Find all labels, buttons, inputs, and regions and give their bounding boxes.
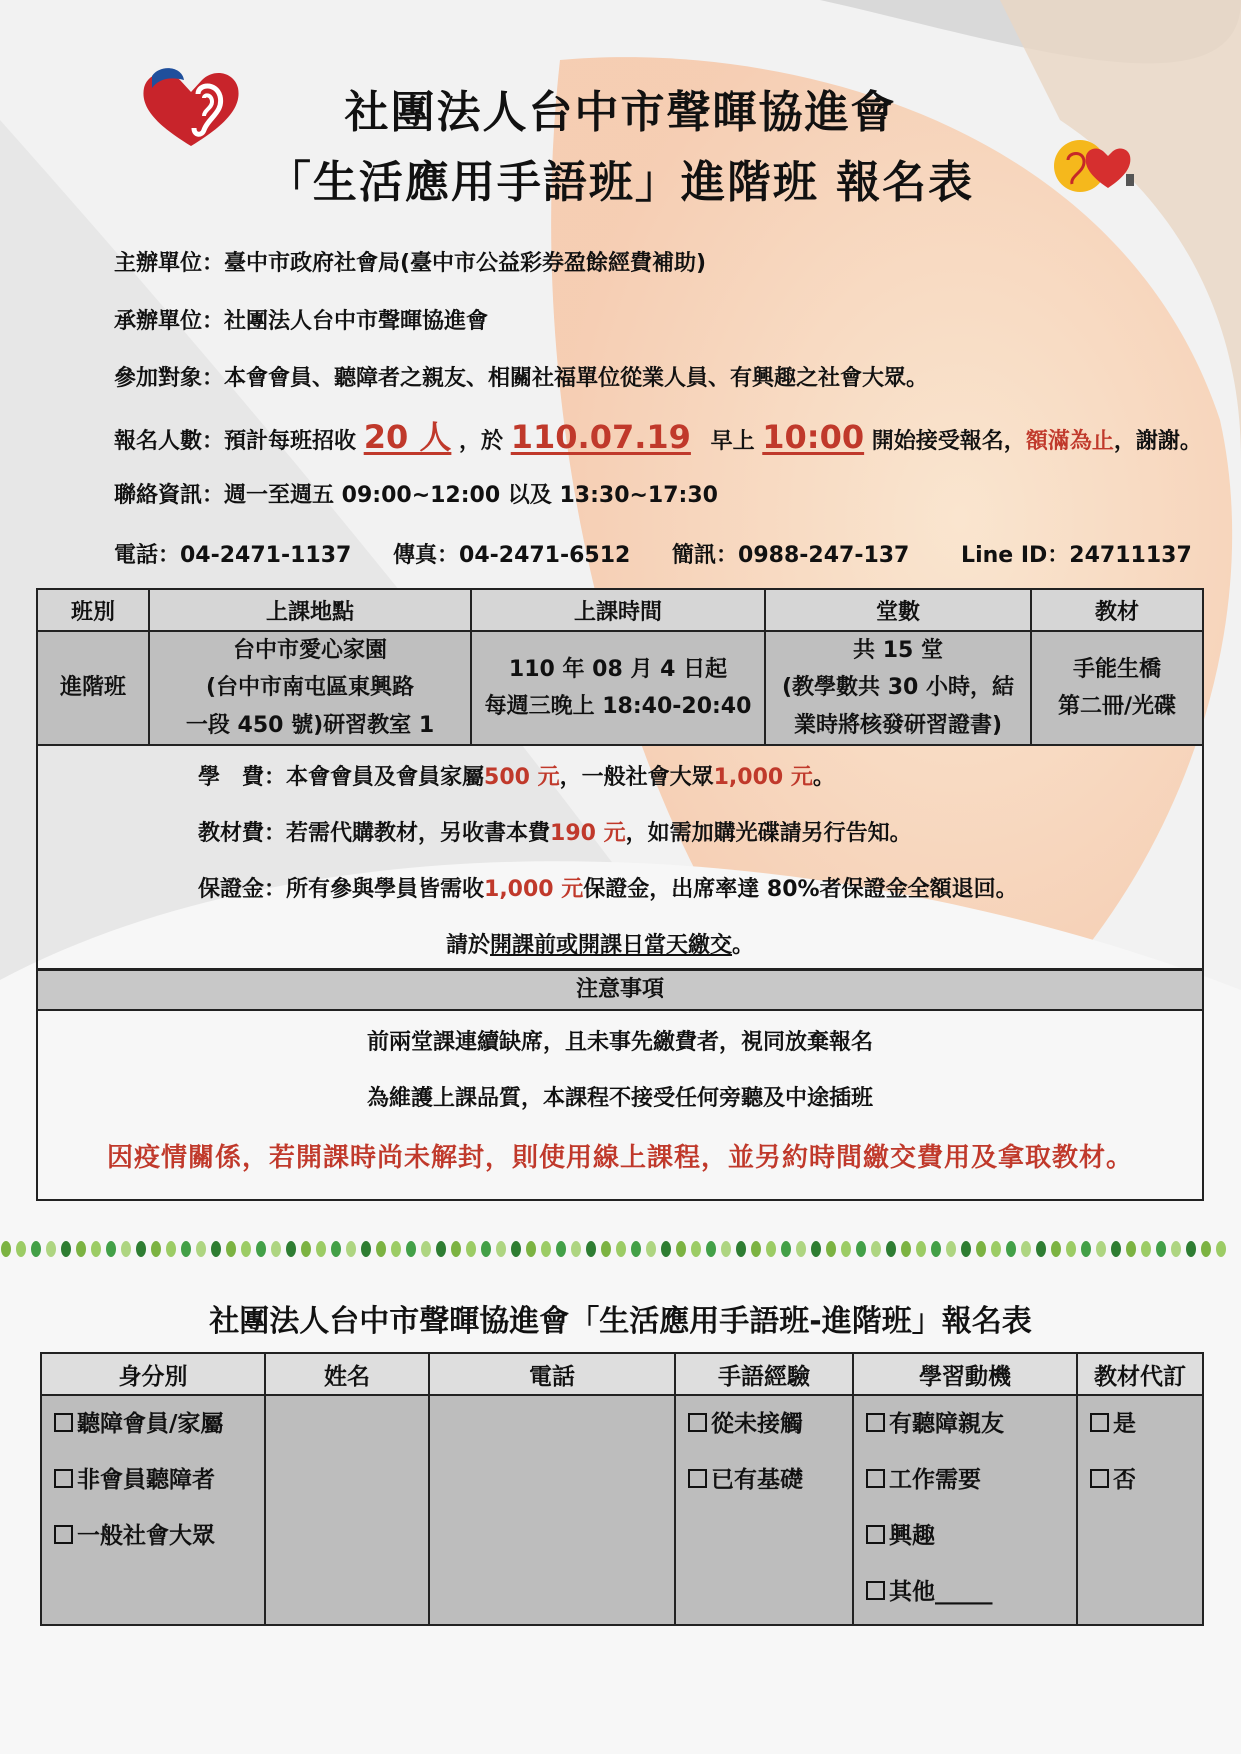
motivation-label: 工作需要 <box>889 1467 981 1493</box>
registration-form-table <box>40 1352 1204 1626</box>
leaf-shape <box>166 1241 176 1257</box>
material-line-2: 第二冊/光碟 <box>1057 694 1177 720</box>
form-header-motivation: 學習動機 <box>853 1353 1077 1395</box>
motivation-label: 其他_____ <box>889 1579 993 1605</box>
checkbox[interactable] <box>866 1525 885 1544</box>
checkbox[interactable] <box>688 1469 707 1488</box>
leaf-shape <box>721 1241 731 1257</box>
leaf-shape <box>511 1241 521 1257</box>
leaf-shape <box>736 1241 746 1257</box>
leaf-shape <box>1051 1241 1061 1257</box>
header-time: 上課時間 <box>471 589 765 631</box>
material-prefix: 教材費：若需代購教材，另收書本費 <box>198 821 551 846</box>
line-id: Line ID：24711137 <box>961 543 1192 568</box>
leaf-shape <box>766 1241 776 1257</box>
name-field[interactable] <box>265 1395 429 1625</box>
leaf-shape <box>691 1241 701 1257</box>
registration-form-title: 社團法人台中市聲暉協進會「生活應用手語班-進階班」報名表 <box>209 1304 1032 1339</box>
leaf-shape <box>946 1241 956 1257</box>
leaf-shape <box>241 1241 251 1257</box>
leaf-shape <box>301 1241 311 1257</box>
experience-column <box>675 1395 853 1625</box>
leaf-shape <box>61 1241 71 1257</box>
form-header-experience: 手語經驗 <box>675 1353 853 1395</box>
location-line-1: 台中市愛心家園 <box>232 638 387 663</box>
leaf-shape <box>1126 1241 1136 1257</box>
order-column <box>1077 1395 1203 1625</box>
leaf-shape <box>151 1241 161 1257</box>
identity-option[interactable] <box>42 1508 264 1564</box>
contact-hours-line: 聯絡資訊：週一至週五 09:00~12:00 以及 13:30~17:30 <box>114 483 718 508</box>
enroll-morning: 早上 <box>710 429 755 454</box>
leaf-shape <box>871 1241 881 1257</box>
leaf-shape <box>856 1241 866 1257</box>
leaf-shape <box>331 1241 341 1257</box>
leaf-divider <box>0 1236 1241 1262</box>
motivation-option[interactable] <box>854 1452 1076 1508</box>
leaf-shape <box>541 1241 551 1257</box>
leaf-shape <box>121 1241 131 1257</box>
leaf-shape <box>1186 1241 1196 1257</box>
leaf-shape <box>496 1241 506 1257</box>
leaf-shape <box>91 1241 101 1257</box>
checkbox[interactable] <box>866 1413 885 1432</box>
leaf-shape <box>676 1241 686 1257</box>
enroll-mid: ，於 <box>459 429 504 454</box>
enroll-time: 10:00 <box>762 418 865 456</box>
leaf-shape <box>841 1241 851 1257</box>
leaf-shape <box>1 1241 11 1257</box>
time-line-1: 110 年 08 月 4 日起 <box>508 656 728 682</box>
leaf-shape <box>1216 1241 1226 1257</box>
leaf-shape <box>421 1241 431 1257</box>
phone-field[interactable] <box>429 1395 675 1625</box>
enrollment-line <box>114 412 1202 458</box>
leaf-shape <box>361 1241 371 1257</box>
leaf-shape <box>586 1241 596 1257</box>
motivation-option[interactable] <box>854 1396 1076 1452</box>
identity-option[interactable] <box>42 1396 264 1452</box>
leaf-shape <box>376 1241 386 1257</box>
order-option[interactable] <box>1078 1452 1202 1508</box>
leaf-shape <box>886 1241 896 1257</box>
leaf-shape <box>976 1241 986 1257</box>
identity-label: 聽障會員/家屬 <box>77 1411 224 1437</box>
form-subtitle: 「生活應用手語班」進階班 報名表 <box>266 157 975 208</box>
form-body-row <box>41 1395 1203 1625</box>
location-line-2: (台中市南屯區東興路 <box>205 675 415 701</box>
note-pandemic: 因疫情關係，若開課時尚未解封，則使用線上課程，並另約時間繳交費用及拿取教材。 <box>106 1143 1133 1173</box>
leaf-shape <box>256 1241 266 1257</box>
form-header-order: 教材代訂 <box>1077 1353 1203 1395</box>
leaf-shape <box>571 1241 581 1257</box>
fax-number: 傳真：04-2471-6512 <box>393 543 631 568</box>
checkbox[interactable] <box>688 1413 707 1432</box>
leaf-shape <box>286 1241 296 1257</box>
leaf-shape <box>631 1241 641 1257</box>
enroll-thanks: ，謝謝。 <box>1113 429 1202 454</box>
material-end: ，如需加購光碟請另行告知。 <box>625 821 912 846</box>
leaf-shape <box>436 1241 446 1257</box>
leaf-shape <box>556 1241 566 1257</box>
deposit-line <box>198 872 1018 903</box>
cell-class: 進階班 <box>37 631 149 745</box>
material-fee-line <box>198 816 912 847</box>
course-row <box>37 631 1203 745</box>
leaf-shape <box>616 1241 626 1257</box>
enroll-prefix: 報名人數：預計每班招收 <box>114 429 357 454</box>
sessions-line-2: (教學數共 30 小時，結 <box>782 675 1014 701</box>
form-header-phone: 電話 <box>429 1353 675 1395</box>
identity-option[interactable] <box>42 1452 264 1508</box>
sessions-line-1: 共 15 堂 <box>853 638 943 663</box>
notes-heading: 注意事項 <box>36 969 1204 1011</box>
checkbox[interactable] <box>1090 1469 1109 1488</box>
leaf-shape <box>1066 1241 1076 1257</box>
cell-material <box>1031 631 1203 745</box>
enroll-full: 額滿為止 <box>1025 429 1114 454</box>
audience-line: 參加對象：本會會員、聽障者之親友、相關社福單位從業人員、有興趣之社會大眾。 <box>114 366 929 391</box>
leaf-shape <box>796 1241 806 1257</box>
fees-section <box>36 742 1204 970</box>
leaf-shape <box>751 1241 761 1257</box>
leaf-shape <box>196 1241 206 1257</box>
checkbox[interactable] <box>54 1469 73 1488</box>
payment-line <box>446 928 754 959</box>
leaf-shape <box>391 1241 401 1257</box>
header-sessions: 堂數 <box>765 589 1031 631</box>
leaf-shape <box>466 1241 476 1257</box>
motivation-label: 有聽障親友 <box>889 1411 1004 1437</box>
leaf-shape <box>646 1241 656 1257</box>
tuition-end: 。 <box>812 765 835 790</box>
leaf-shape <box>481 1241 491 1257</box>
header-material: 教材 <box>1031 589 1203 631</box>
cell-time <box>471 631 765 745</box>
form-header-identity: 身分別 <box>41 1353 265 1395</box>
material-fee: 190 元 <box>550 821 626 846</box>
sms-number: 簡訊：0988-247-137 <box>672 543 910 568</box>
leaf-shape <box>106 1241 116 1257</box>
course-table <box>36 588 1204 746</box>
tuition-line <box>198 760 835 791</box>
leaf-shape <box>661 1241 671 1257</box>
identity-label: 非會員聽障者 <box>77 1467 215 1493</box>
leaf-shape <box>1171 1241 1181 1257</box>
leaf-shape <box>931 1241 941 1257</box>
checkbox[interactable] <box>866 1469 885 1488</box>
checkbox[interactable] <box>1090 1413 1109 1432</box>
checkbox[interactable] <box>866 1581 885 1600</box>
experience-label: 已有基礎 <box>711 1467 803 1493</box>
header-location: 上課地點 <box>149 589 471 631</box>
leaf-shape <box>1021 1241 1031 1257</box>
motivation-label: 興趣 <box>889 1523 935 1549</box>
leaf-shape <box>601 1241 611 1257</box>
cell-location <box>149 631 471 745</box>
note-absence: 前兩堂課連續缺席，且未事先繳費者，視同放棄報名 <box>366 1030 873 1055</box>
leaf-shape <box>226 1241 236 1257</box>
pay-prefix: 請於 <box>446 933 491 958</box>
leaf-shape <box>181 1241 191 1257</box>
leaf-shape <box>901 1241 911 1257</box>
leaf-shape <box>316 1241 326 1257</box>
motivation-option[interactable] <box>854 1508 1076 1564</box>
leaf-shape <box>346 1241 356 1257</box>
identity-column <box>41 1395 265 1625</box>
leaf-shape <box>916 1241 926 1257</box>
header-class: 班別 <box>37 589 149 631</box>
form-header-row <box>41 1353 1203 1395</box>
leaf-shape <box>31 1241 41 1257</box>
time-line-2: 每週三晚上 18:40-20:40 <box>484 694 752 720</box>
experience-label: 從未接觸 <box>711 1411 803 1437</box>
location-line-3: 一段 450 號)研習教室 1 <box>185 712 435 738</box>
experience-option[interactable] <box>676 1452 852 1508</box>
leaf-shape <box>1081 1241 1091 1257</box>
leaf-shape <box>16 1241 26 1257</box>
leaf-shape <box>1036 1241 1046 1257</box>
identity-label: 一般社會大眾 <box>77 1523 215 1549</box>
pay-when: 開課前或開課日當天繳交 <box>490 933 733 958</box>
tuition-prefix: 學 費：本會會員及會員家屬 <box>198 765 485 790</box>
order-option[interactable] <box>1078 1396 1202 1452</box>
leaf-shape <box>991 1241 1001 1257</box>
tuition-public: 1,000 元 <box>713 765 813 790</box>
leaf-shape <box>1096 1241 1106 1257</box>
leaf-shape <box>451 1241 461 1257</box>
leaf-shape <box>706 1241 716 1257</box>
form-header-name: 姓名 <box>265 1353 429 1395</box>
leaf-shape <box>211 1241 221 1257</box>
leaf-shape <box>961 1241 971 1257</box>
leaf-shape <box>1006 1241 1016 1257</box>
leaf-shape <box>811 1241 821 1257</box>
tuition-mid: ，一般社會大眾 <box>559 765 714 790</box>
checkbox[interactable] <box>54 1413 73 1432</box>
phone-number: 電話：04-2471-1137 <box>114 543 352 568</box>
order-label: 否 <box>1113 1467 1136 1493</box>
leaf-shape <box>46 1241 56 1257</box>
order-label: 是 <box>1113 1411 1136 1437</box>
leaf-shape <box>1201 1241 1211 1257</box>
sessions-line-3: 業時將核發研習證書) <box>793 712 1003 738</box>
leaf-shape <box>1141 1241 1151 1257</box>
tuition-member: 500 元 <box>484 765 560 790</box>
leaf-shape <box>271 1241 281 1257</box>
experience-option[interactable] <box>676 1396 852 1452</box>
course-table-header <box>37 589 1203 631</box>
deposit-fee: 1,000 元 <box>484 877 584 902</box>
motivation-column <box>853 1395 1077 1625</box>
organizer-line: 主辦單位：臺中市政府社會局(臺中市公益彩券盈餘經費補助) <box>114 251 707 276</box>
enroll-count: 20 人 <box>363 418 452 456</box>
enroll-start: 開始接受報名， <box>871 429 1026 454</box>
leaf-shape <box>136 1241 146 1257</box>
leaf-shape <box>406 1241 416 1257</box>
executor-line: 承辦單位：社團法人台中市聲暉協進會 <box>114 309 489 334</box>
cell-sessions <box>765 631 1031 745</box>
enroll-date: 110.07.19 <box>510 418 691 456</box>
motivation-option[interactable] <box>854 1564 1076 1620</box>
notes-section <box>36 1009 1204 1201</box>
leaf-shape <box>76 1241 86 1257</box>
contact-numbers-line <box>114 538 1192 569</box>
leaf-shape <box>826 1241 836 1257</box>
leaf-shape <box>1156 1241 1166 1257</box>
checkbox[interactable] <box>54 1525 73 1544</box>
leaf-shape <box>1111 1241 1121 1257</box>
deposit-end: 保證金，出席率達 80%者保證金全額退回。 <box>583 877 1018 902</box>
pay-end: 。 <box>732 933 755 958</box>
page-title: 社團法人台中市聲暉協進會 <box>344 87 897 138</box>
leaf-shape <box>526 1241 536 1257</box>
deposit-prefix: 保證金：所有參與學員皆需收 <box>198 877 485 902</box>
leaf-shape <box>781 1241 791 1257</box>
note-no-auditing: 為維護上課品質，本課程不接受任何旁聽及中途插班 <box>366 1086 873 1111</box>
material-line-1: 手能生橋 <box>1072 656 1161 682</box>
